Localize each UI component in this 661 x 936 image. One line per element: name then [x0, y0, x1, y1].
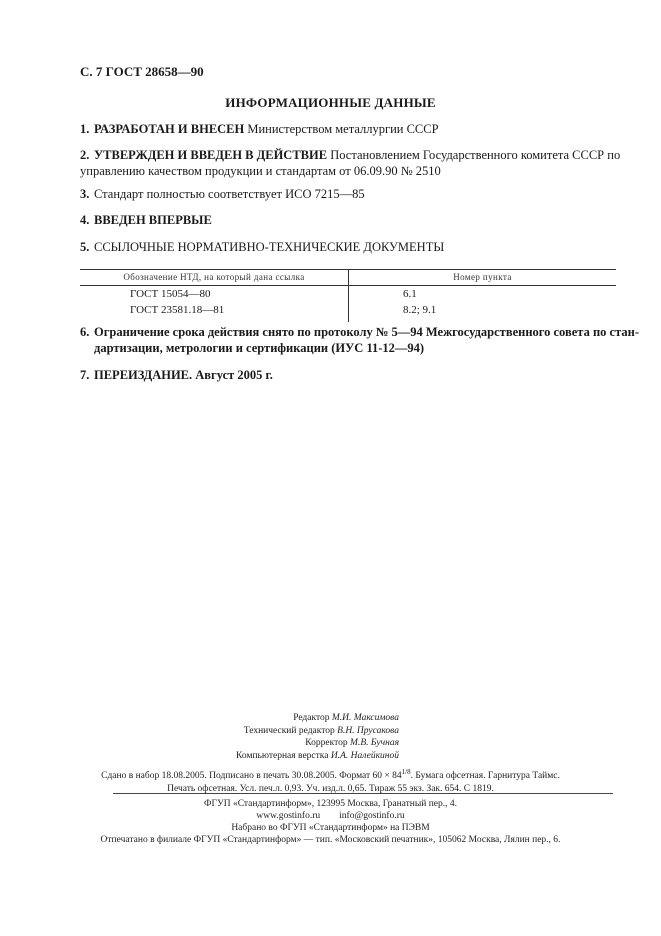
item-text: Постановлением Государственного комитета СССР по: [327, 148, 621, 162]
credit-tech-editor: [236, 725, 399, 738]
info-item-1: [80, 121, 439, 137]
print-line-1: [0, 766, 661, 783]
info-item-4: [80, 212, 212, 228]
item-number: 4.: [80, 213, 90, 227]
credit-name: М.И. Максимова: [331, 713, 399, 723]
info-item-5: [80, 239, 444, 255]
print-format: Сдано в набор 18.08.2005. Подписано в печать 30.08.2005. Формат 60 × 84: [101, 771, 402, 782]
item-number: 1.: [80, 122, 90, 136]
publisher-email[interactable]: info@gostinfo.ru: [339, 811, 405, 821]
divider: [113, 793, 613, 794]
publisher-contacts: [0, 810, 661, 822]
section-title: ИНФОРМАЦИОННЫЕ ДАННЫЕ: [225, 95, 436, 110]
print-details: [0, 766, 661, 796]
print-line-2: Печать офсетная. Усл. печ.л. 0,93. Уч. изд.л. 0,65. Тираж 55 экз. Зак. 654. С 1819.: [167, 784, 494, 795]
print-paper: . Бумага офсетная. Гарнитура Таймс.: [410, 771, 560, 782]
publisher-website[interactable]: www.gostinfo.ru: [256, 811, 321, 821]
table-header-clause: Номер пункта: [349, 270, 617, 286]
info-item-6: [80, 324, 639, 356]
item-number: 3.: [80, 187, 90, 201]
credit-layout: [236, 750, 399, 763]
table-header-document: Обозначение НТД, на который дана ссылка: [80, 270, 349, 286]
item-bold-text: ПЕРЕИЗДАНИЕ.: [94, 368, 193, 382]
credit-role: Технический редактор: [243, 725, 335, 736]
credit-role: Редактор: [293, 713, 330, 723]
item-bold-text: УТВЕРЖДЕН И ВВЕДЕН В ДЕЙСТВИЕ: [94, 148, 328, 162]
table-cell-clause: 6.1: [403, 288, 417, 300]
item-text: Стандарт полностью соответствует ИСО 7215—85: [94, 187, 365, 201]
table-cell-document: ГОСТ 23581.18—81: [80, 302, 349, 322]
item-bold-text: РАЗРАБОТАН И ВНЕСЕН: [94, 122, 245, 136]
credit-role: Корректор: [305, 738, 348, 748]
credit-name: И.А. Налейкиной: [330, 750, 399, 761]
item-text: Министерством металлургии СССР: [244, 122, 439, 136]
item-text-continued: дартизации, метрологии и сертификации (ИУС 11-12—94): [94, 341, 425, 355]
publisher-info: [0, 798, 661, 846]
item-text-continued: управлению качеством продукции и стандартам от 06.09.90 № 2510: [80, 164, 441, 178]
credit-name: М.В. Бучная: [350, 738, 399, 748]
table-row: [80, 286, 616, 303]
table-cell-clause: 8.2; 9.1: [403, 304, 437, 316]
staff-credits: [236, 712, 399, 762]
item-text: Ограничение срока действия снято по протоколу № 5—94 Межгосударственного совета по стан-: [94, 325, 639, 339]
item-text: ССЫЛОЧНЫЕ НОРМАТИВНО-ТЕХНИЧЕСКИЕ ДОКУМЕНТЫ: [94, 240, 445, 254]
credit-proofreader: [236, 737, 399, 750]
item-number: 2.: [80, 148, 90, 162]
credit-name: В.Н. Прусакова: [337, 725, 399, 736]
typeset-info: Набрано во ФГУП «Стандартинформ» на ПЭВМ: [231, 823, 430, 833]
info-item-3: [80, 186, 365, 202]
credit-role: Компьютерная верстка: [236, 750, 329, 761]
credit-editor: [236, 712, 399, 725]
item-bold-text: ВВЕДЕН ВПЕРВЫЕ: [94, 213, 212, 227]
item-text: Август 2005 г.: [192, 368, 273, 382]
info-item-7: [80, 367, 273, 383]
info-item-2: [80, 147, 620, 179]
table-cell-document: ГОСТ 15054—80: [80, 286, 349, 303]
page-header: С. 7 ГОСТ 28658—90: [80, 64, 204, 79]
publisher-address: ФГУП «Стандартинформ», 123995 Москва, Гранатный пер., 4.: [203, 799, 458, 809]
item-number: 6.: [80, 325, 90, 339]
printed-info: Отпечатано в филиале ФГУП «Стандартинформ» — тип. «Московский печатник», 105062 Москва, Лялин пер., 6.: [100, 835, 561, 845]
item-number: 5.: [80, 240, 90, 254]
table-row: [80, 302, 616, 322]
ntd-reference-table: [80, 269, 616, 322]
item-number: 7.: [80, 368, 90, 382]
format-fraction: 1/8: [401, 768, 411, 776]
